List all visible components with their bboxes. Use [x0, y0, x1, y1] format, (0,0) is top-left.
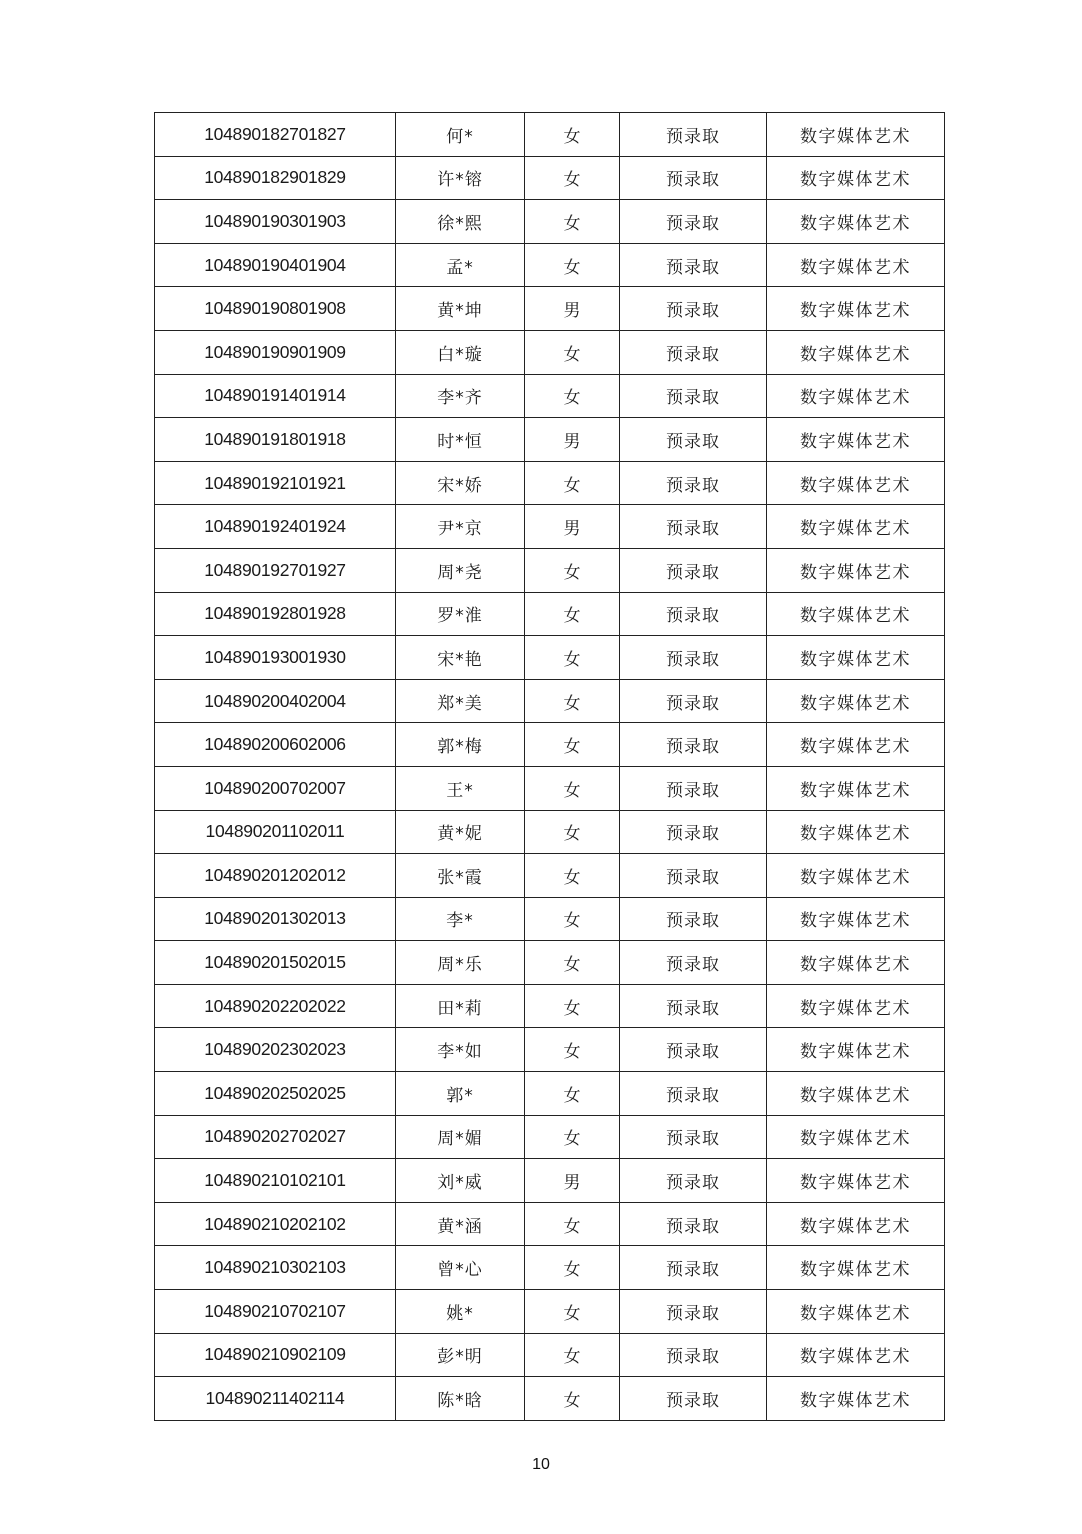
- table-row: [155, 1159, 945, 1203]
- gender-cell: 女: [525, 984, 620, 1028]
- name-cell: 黄*坤: [396, 287, 525, 331]
- major-cell: 数字媒体艺术: [767, 418, 945, 462]
- candidate-id-cell: 104890192701927: [155, 548, 396, 592]
- gender-cell: 女: [525, 941, 620, 985]
- gender-cell: 女: [525, 1290, 620, 1334]
- name-cell: 白*璇: [396, 330, 525, 374]
- table-row: [155, 156, 945, 200]
- gender-cell: 女: [525, 200, 620, 244]
- candidate-id-cell: 104890193001930: [155, 636, 396, 680]
- candidate-id-cell: 104890192101921: [155, 461, 396, 505]
- gender-cell: 女: [525, 766, 620, 810]
- candidate-id-cell: 104890210102101: [155, 1159, 396, 1203]
- name-cell: 周*尧: [396, 548, 525, 592]
- gender-cell: 女: [525, 1377, 620, 1421]
- name-cell: 尹*京: [396, 505, 525, 549]
- candidate-id-cell: 104890202702027: [155, 1115, 396, 1159]
- table-row: [155, 243, 945, 287]
- name-cell: 许*镕: [396, 156, 525, 200]
- status-cell: 预录取: [620, 548, 767, 592]
- major-cell: 数字媒体艺术: [767, 1333, 945, 1377]
- status-cell: 预录取: [620, 1159, 767, 1203]
- table-row: [155, 287, 945, 331]
- table-row: [155, 1115, 945, 1159]
- gender-cell: 女: [525, 1333, 620, 1377]
- name-cell: 张*霞: [396, 854, 525, 898]
- status-cell: 预录取: [620, 200, 767, 244]
- name-cell: 罗*淮: [396, 592, 525, 636]
- name-cell: 曾*心: [396, 1246, 525, 1290]
- table-row: [155, 374, 945, 418]
- candidate-id-cell: 104890190901909: [155, 330, 396, 374]
- status-cell: 预录取: [620, 592, 767, 636]
- table-row: [155, 113, 945, 157]
- major-cell: 数字媒体艺术: [767, 984, 945, 1028]
- major-cell: 数字媒体艺术: [767, 941, 945, 985]
- gender-cell: 女: [525, 592, 620, 636]
- status-cell: 预录取: [620, 854, 767, 898]
- gender-cell: 女: [525, 243, 620, 287]
- table-row: [155, 592, 945, 636]
- candidate-id-cell: 104890210202102: [155, 1202, 396, 1246]
- name-cell: 李*: [396, 897, 525, 941]
- major-cell: 数字媒体艺术: [767, 113, 945, 157]
- major-cell: 数字媒体艺术: [767, 461, 945, 505]
- table-row: [155, 330, 945, 374]
- table-row: [155, 505, 945, 549]
- gender-cell: 男: [525, 1159, 620, 1203]
- name-cell: 姚*: [396, 1290, 525, 1334]
- candidate-id-cell: 104890211402114: [155, 1377, 396, 1421]
- gender-cell: 女: [525, 1028, 620, 1072]
- table-row: [155, 854, 945, 898]
- name-cell: 田*莉: [396, 984, 525, 1028]
- candidate-id-cell: 104890190801908: [155, 287, 396, 331]
- table-row: [155, 766, 945, 810]
- status-cell: 预录取: [620, 723, 767, 767]
- major-cell: 数字媒体艺术: [767, 810, 945, 854]
- table-row: [155, 679, 945, 723]
- major-cell: 数字媒体艺术: [767, 243, 945, 287]
- status-cell: 预录取: [620, 679, 767, 723]
- major-cell: 数字媒体艺术: [767, 1377, 945, 1421]
- major-cell: 数字媒体艺术: [767, 723, 945, 767]
- table-row: [155, 461, 945, 505]
- table-row: [155, 418, 945, 462]
- status-cell: 预录取: [620, 1290, 767, 1334]
- major-cell: 数字媒体艺术: [767, 1115, 945, 1159]
- gender-cell: 女: [525, 330, 620, 374]
- table-row: [155, 1333, 945, 1377]
- candidate-id-cell: 104890191401914: [155, 374, 396, 418]
- gender-cell: 女: [525, 854, 620, 898]
- table-row: [155, 1202, 945, 1246]
- candidate-id-cell: 104890210902109: [155, 1333, 396, 1377]
- status-cell: 预录取: [620, 984, 767, 1028]
- status-cell: 预录取: [620, 1377, 767, 1421]
- candidate-id-cell: 104890182901829: [155, 156, 396, 200]
- candidate-id-cell: 104890200602006: [155, 723, 396, 767]
- status-cell: 预录取: [620, 897, 767, 941]
- candidate-id-cell: 104890182701827: [155, 113, 396, 157]
- name-cell: 宋*娇: [396, 461, 525, 505]
- candidate-id-cell: 104890201302013: [155, 897, 396, 941]
- candidate-id-cell: 104890201502015: [155, 941, 396, 985]
- name-cell: 李*齐: [396, 374, 525, 418]
- gender-cell: 男: [525, 505, 620, 549]
- gender-cell: 女: [525, 1072, 620, 1116]
- status-cell: 预录取: [620, 636, 767, 680]
- table-row: [155, 548, 945, 592]
- status-cell: 预录取: [620, 287, 767, 331]
- major-cell: 数字媒体艺术: [767, 1246, 945, 1290]
- gender-cell: 女: [525, 636, 620, 680]
- major-cell: 数字媒体艺术: [767, 287, 945, 331]
- gender-cell: 女: [525, 461, 620, 505]
- major-cell: 数字媒体艺术: [767, 1159, 945, 1203]
- gender-cell: 女: [525, 897, 620, 941]
- candidate-id-cell: 104890202302023: [155, 1028, 396, 1072]
- status-cell: 预录取: [620, 461, 767, 505]
- candidate-id-cell: 104890190301903: [155, 200, 396, 244]
- table-row: [155, 636, 945, 680]
- gender-cell: 女: [525, 723, 620, 767]
- gender-cell: 女: [525, 810, 620, 854]
- name-cell: 刘*威: [396, 1159, 525, 1203]
- candidate-id-cell: 104890200702007: [155, 766, 396, 810]
- name-cell: 时*恒: [396, 418, 525, 462]
- gender-cell: 女: [525, 1202, 620, 1246]
- major-cell: 数字媒体艺术: [767, 636, 945, 680]
- major-cell: 数字媒体艺术: [767, 592, 945, 636]
- name-cell: 黄*妮: [396, 810, 525, 854]
- candidate-id-cell: 104890202502025: [155, 1072, 396, 1116]
- major-cell: 数字媒体艺术: [767, 505, 945, 549]
- gender-cell: 男: [525, 287, 620, 331]
- gender-cell: 女: [525, 548, 620, 592]
- name-cell: 徐*熙: [396, 200, 525, 244]
- candidate-id-cell: 104890202202022: [155, 984, 396, 1028]
- status-cell: 预录取: [620, 156, 767, 200]
- gender-cell: 女: [525, 113, 620, 157]
- name-cell: 郭*梅: [396, 723, 525, 767]
- status-cell: 预录取: [620, 330, 767, 374]
- name-cell: 郭*: [396, 1072, 525, 1116]
- status-cell: 预录取: [620, 418, 767, 462]
- status-cell: 预录取: [620, 1246, 767, 1290]
- table-row: [155, 1072, 945, 1116]
- status-cell: 预录取: [620, 374, 767, 418]
- status-cell: 预录取: [620, 1028, 767, 1072]
- candidate-id-cell: 104890200402004: [155, 679, 396, 723]
- table-row: [155, 897, 945, 941]
- status-cell: 预录取: [620, 766, 767, 810]
- status-cell: 预录取: [620, 113, 767, 157]
- table-row: [155, 1028, 945, 1072]
- gender-cell: 女: [525, 374, 620, 418]
- table-row: [155, 723, 945, 767]
- status-cell: 预录取: [620, 810, 767, 854]
- candidate-id-cell: 104890192801928: [155, 592, 396, 636]
- table-row: [155, 1377, 945, 1421]
- status-cell: 预录取: [620, 1115, 767, 1159]
- major-cell: 数字媒体艺术: [767, 548, 945, 592]
- major-cell: 数字媒体艺术: [767, 1290, 945, 1334]
- gender-cell: 女: [525, 156, 620, 200]
- candidate-id-cell: 104890190401904: [155, 243, 396, 287]
- table-row: [155, 984, 945, 1028]
- name-cell: 何*: [396, 113, 525, 157]
- status-cell: 预录取: [620, 1333, 767, 1377]
- table-row: [155, 1290, 945, 1334]
- major-cell: 数字媒体艺术: [767, 1072, 945, 1116]
- admission-table: [154, 112, 945, 1421]
- name-cell: 郑*美: [396, 679, 525, 723]
- major-cell: 数字媒体艺术: [767, 1028, 945, 1072]
- candidate-id-cell: 104890210302103: [155, 1246, 396, 1290]
- page-number: 10: [532, 1456, 550, 1473]
- table-row: [155, 1246, 945, 1290]
- name-cell: 周*媚: [396, 1115, 525, 1159]
- major-cell: 数字媒体艺术: [767, 1202, 945, 1246]
- candidate-id-cell: 104890191801918: [155, 418, 396, 462]
- gender-cell: 女: [525, 1115, 620, 1159]
- candidate-id-cell: 104890192401924: [155, 505, 396, 549]
- gender-cell: 女: [525, 679, 620, 723]
- status-cell: 预录取: [620, 243, 767, 287]
- table-row: [155, 810, 945, 854]
- name-cell: 王*: [396, 766, 525, 810]
- major-cell: 数字媒体艺术: [767, 854, 945, 898]
- name-cell: 陈*晗: [396, 1377, 525, 1421]
- status-cell: 预录取: [620, 1072, 767, 1116]
- status-cell: 预录取: [620, 1202, 767, 1246]
- table-body: [155, 113, 945, 1421]
- gender-cell: 男: [525, 418, 620, 462]
- admission-list: [154, 112, 944, 1421]
- major-cell: 数字媒体艺术: [767, 156, 945, 200]
- major-cell: 数字媒体艺术: [767, 330, 945, 374]
- gender-cell: 女: [525, 1246, 620, 1290]
- status-cell: 预录取: [620, 505, 767, 549]
- major-cell: 数字媒体艺术: [767, 897, 945, 941]
- major-cell: 数字媒体艺术: [767, 374, 945, 418]
- major-cell: 数字媒体艺术: [767, 200, 945, 244]
- name-cell: 周*乐: [396, 941, 525, 985]
- table-row: [155, 941, 945, 985]
- name-cell: 彭*明: [396, 1333, 525, 1377]
- name-cell: 黄*涵: [396, 1202, 525, 1246]
- candidate-id-cell: 104890210702107: [155, 1290, 396, 1334]
- name-cell: 孟*: [396, 243, 525, 287]
- major-cell: 数字媒体艺术: [767, 679, 945, 723]
- name-cell: 宋*艳: [396, 636, 525, 680]
- name-cell: 李*如: [396, 1028, 525, 1072]
- major-cell: 数字媒体艺术: [767, 766, 945, 810]
- candidate-id-cell: 104890201202012: [155, 854, 396, 898]
- status-cell: 预录取: [620, 941, 767, 985]
- candidate-id-cell: 104890201102011: [155, 810, 396, 854]
- table-row: [155, 200, 945, 244]
